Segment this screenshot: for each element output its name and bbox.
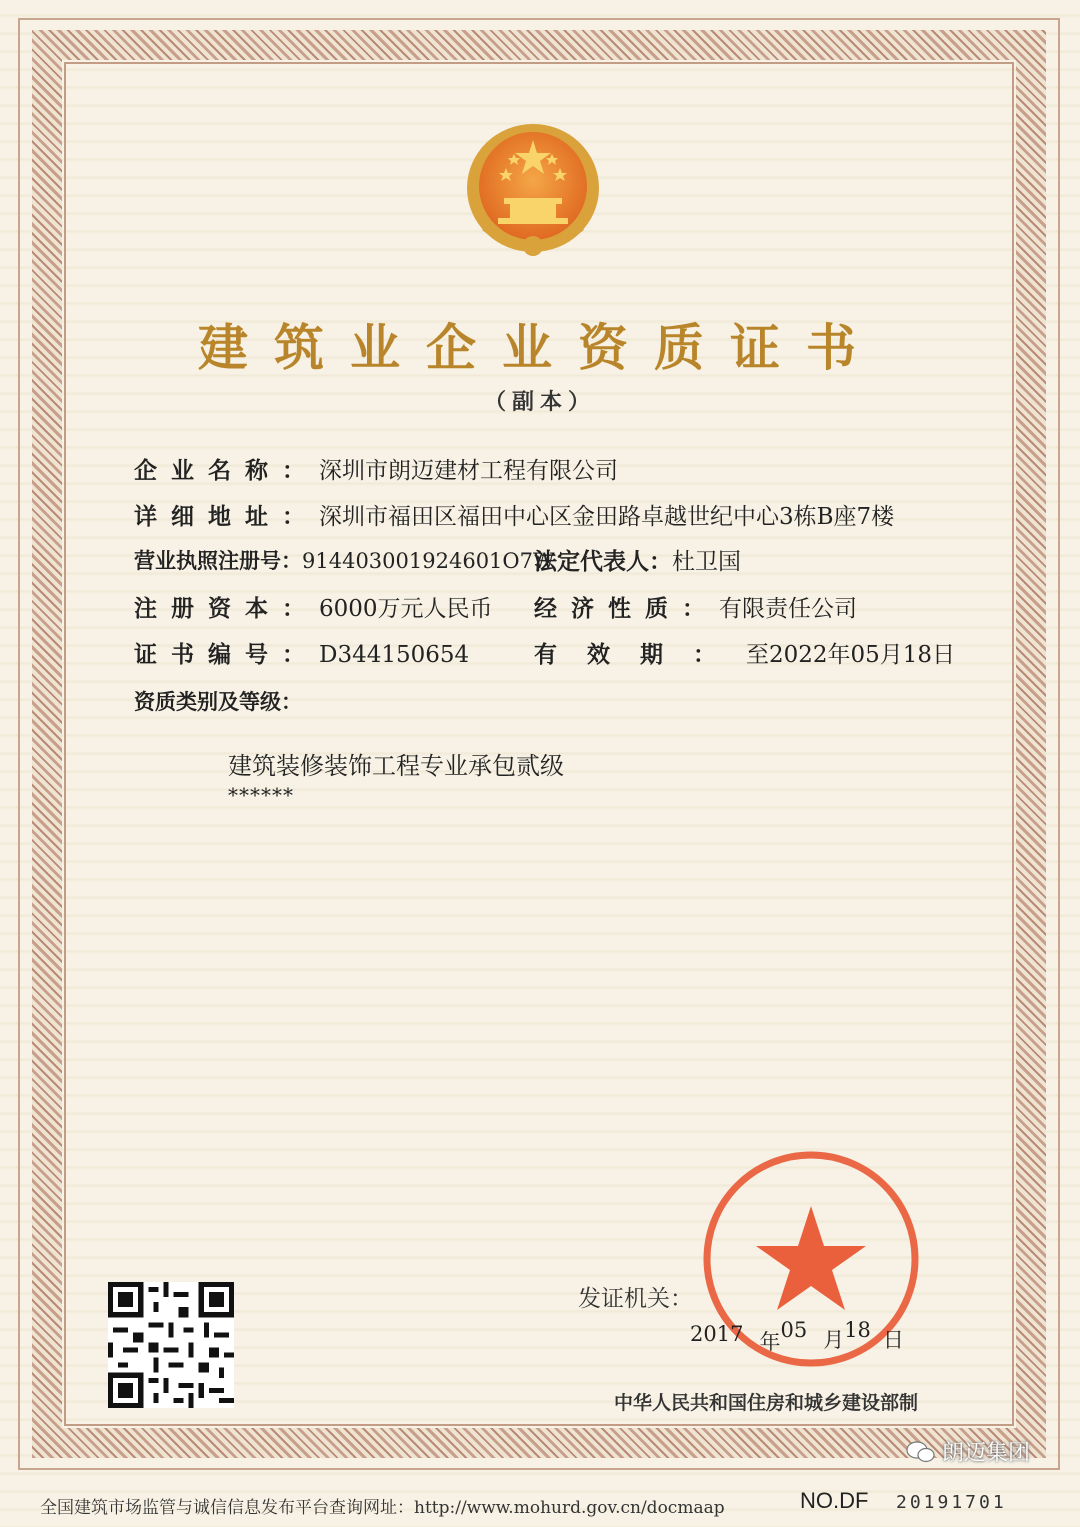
address-row — [134, 498, 894, 531]
qualification-stars: ****** — [228, 783, 294, 807]
issue-day-char: 日 — [882, 1328, 904, 1352]
watermark-text: 朗迈集团 — [942, 1441, 1031, 1466]
serial-label: NO.DF — [800, 1488, 869, 1513]
representative-label: 法定代表人： — [534, 548, 672, 575]
representative-row — [534, 543, 741, 576]
nature-row — [534, 590, 857, 623]
company-value: 深圳市朗迈建材工程有限公司 — [319, 458, 618, 484]
issuer-label: 发证机关： — [578, 1286, 693, 1312]
qualification-label: 资质类别及等级： — [134, 689, 302, 714]
valid-row — [534, 636, 955, 669]
watermark — [906, 1436, 1030, 1467]
certno-row — [134, 636, 469, 669]
representative-value: 杜卫国 — [672, 549, 741, 575]
issue-year: 2017 — [690, 1322, 744, 1346]
company-label: 企业名称： — [134, 457, 319, 484]
license-value: 914403001924601O7W — [302, 549, 555, 573]
nature-value: 有限责任公司 — [719, 596, 857, 622]
certificate-subtitle: （副本） — [483, 389, 596, 415]
qualification-label-row — [134, 686, 302, 716]
license-row — [134, 545, 555, 575]
issue-month-char: 月 — [823, 1328, 845, 1352]
footer-query-url: 全国建筑市场监管与诚信信息发布平台查询网址：http://www.mohurd.gov.cn/docmaap — [40, 1498, 725, 1518]
valid-value: 至2022年05月18日 — [746, 642, 956, 668]
license-label: 营业执照注册号： — [134, 548, 302, 573]
capital-label: 注册资本： — [134, 595, 319, 622]
wechat-icon — [906, 1440, 936, 1464]
ministry-label: 中华人民共和国住房和城乡建设部制 — [614, 1392, 919, 1414]
issue-year-char: 年 — [759, 1330, 781, 1354]
address-label: 详细地址： — [134, 503, 319, 530]
valid-label: 有效期： — [534, 641, 746, 668]
qualification-item: 建筑装修装饰工程专业承包贰级 — [228, 752, 564, 780]
issue-date — [690, 1318, 904, 1354]
issue-month: 05 — [780, 1318, 808, 1342]
capital-value: 6000万元人民币 — [319, 596, 493, 622]
serial-number: 20191701 — [896, 1492, 1007, 1513]
certificate-title: 建筑业企业资质证书 — [198, 318, 882, 377]
qr-code-icon — [108, 1282, 234, 1408]
national-emblem-icon — [462, 120, 604, 270]
nature-label: 经济性质： — [534, 595, 719, 622]
address-value: 深圳市福田区福田中心区金田路卓越世纪中心3栋B座7楼 — [319, 504, 895, 530]
issue-day: 18 — [844, 1318, 871, 1342]
company-row — [134, 452, 618, 485]
certno-value: D344150654 — [319, 642, 470, 668]
certno-label: 证书编号： — [134, 641, 319, 668]
capital-row — [134, 590, 493, 623]
